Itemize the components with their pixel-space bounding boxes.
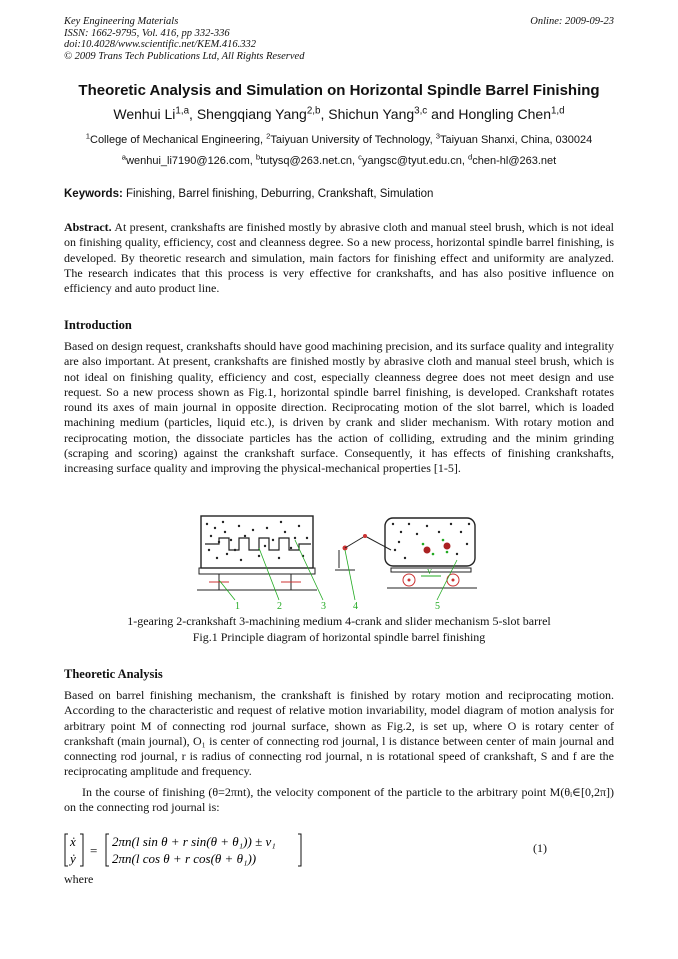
particles-right [392, 523, 470, 559]
email-c[interactable]: yangsc@tyut.edu.cn, [362, 155, 465, 167]
right-barrel-view [335, 518, 477, 600]
particles-left [206, 521, 308, 561]
author-sup: 2,b [306, 105, 321, 117]
figure-legend: 1-gearing 2-crankshaft 3-machining medium 4-crank and slider mechanism 5-slot barrel [127, 614, 551, 628]
svg-text:=: = [90, 843, 98, 858]
figure-part-labels [235, 601, 440, 610]
journal-name: Key Engineering Materials [64, 16, 179, 27]
velocity-label: V [427, 568, 433, 576]
author-name: Wenhui Li [113, 106, 176, 122]
online-date: Online: 2009-09-23 [530, 16, 614, 27]
equation-1 [64, 830, 364, 874]
equation-number: (1) [533, 841, 547, 855]
abstract [64, 220, 614, 296]
doi-line: doi:10.4028/www.scientific.net/KEM.416.332 [64, 39, 256, 50]
abstract-label: Abstract. [64, 220, 112, 234]
figure-1-diagram [195, 510, 485, 610]
author-list: Wenhui Li$^{1,a}$, Shengqiang Yang$^{2,b}$, Shichun Yang$^{3,c}$ and Hongling Chen$^{1,d}$ [113, 105, 565, 122]
eq-lhs-bottom: ẏ [70, 851, 76, 866]
keywords-label: Keywords: [64, 188, 123, 200]
email-d[interactable]: chen-hl@263.net [472, 155, 557, 167]
part-label-1: 1 [235, 601, 240, 610]
affiliations: $^1$College of Mechanical Engineering, $^2$Taiyuan University of Technology, $^3$Taiyuan Shanxi, China, 030024 [85, 131, 593, 146]
introduction-heading: Introduction [64, 318, 132, 332]
introduction-text: Based on design request, crankshafts should have good machining precision, and its surface quality and integrality are also important. At present, crankshafts are finished mostly by abrasive cloth and manual steel brush, which is not ideal on finishing quality, efficiency and cost, especially cleanness degree does not meet design and use request. So a new process shown as Fig.1, horizontal spindle barrel finishing, is developed. Crankshaft rotates round its axes of main journal in opposite direction. Reciprocating motion of the slot barrel, which is loaded machining medium (particles, liquid etc.), is driven by crank and slider mechanism. With rotary motion and reciprocating motion, the dissociate particles has the action of colliding, extruding and the minim grinding (scraping and scoring) against the crankshaft surface. Consequently, it has effects of finishing crankshafts, increasing surface quality and improving the physical-mechanical properties [1-5]. [64, 339, 614, 476]
leader-lines-right [345, 550, 457, 600]
theory-paragraph-1: Based on barrel finishing mechanism, the crankshaft is finished by rotary motion and reciprocating motion. According to the characteristic and request of relative motion invariability, model diagram of motion analysis for arbitrary point M of connecting rod journal surface, shown as Fig.2, is set up, where O is rotary center of crankshaft (main journal), O₁ is center of connecting rod journal, l is distance between center of main journal and connecting rod journal, r is radius of connecting rod journal, n is rotational speed of crankshaft, S and f are the reciprocating amplitude and frequency. [64, 688, 614, 779]
journal-header [64, 16, 304, 62]
part-label-4: 4 [353, 601, 358, 610]
part-label-3: 3 [321, 601, 326, 610]
eq-rhs-top: 2πn(l sin θ + r sin(θ + θ₁)) ± v₁ [112, 834, 276, 849]
eq-rhs-bottom: 2πn(l cos θ + r cos(θ + θ₁)) [112, 851, 257, 866]
part-label-5: 5 [435, 601, 440, 610]
keywords [64, 188, 433, 200]
copyright-line: © 2009 Trans Tech Publications Ltd, All Rights Reserved [64, 50, 305, 62]
email-b[interactable]: tutysq@263.net.cn, [260, 155, 356, 167]
theory-heading: Theoretic Analysis [64, 667, 163, 681]
paper-title: Theoretic Analysis and Simulation on Horizontal Spindle Barrel Finishing [78, 82, 600, 99]
author-name: Shengqiang Yang [196, 106, 307, 122]
where-text: where [64, 872, 94, 886]
author-name: Hongling Chen [458, 106, 551, 122]
eq-lhs-top: ẋ [70, 834, 76, 849]
part-label-2: 2 [277, 601, 282, 610]
keywords-text: Finishing, Barrel finishing, Deburring, Crankshaft, Simulation [122, 188, 434, 200]
theory-paragraph-2: In the course of finishing (θ=2πnt), the velocity component of the particle to the arbitrary point M(θᵢ∈[0,2π]) on the connecting rod journal is: [64, 785, 614, 815]
affiliation-1: College of Mechanical Engineering, [90, 134, 264, 146]
crankshaft-left [205, 538, 311, 550]
figure-caption: Fig.1 Principle diagram of horizontal spindle barrel finishing [192, 630, 486, 644]
issn-line: ISSN: 1662-9795, Vol. 416, pp 332-336 [64, 27, 230, 39]
left-barrel-view [197, 516, 323, 600]
affiliation-2: Taiyuan University of Technology, [270, 134, 433, 146]
author-name: Shichun Yang [328, 106, 415, 122]
affiliation-3: Taiyuan Shanxi, China, 030024 [439, 134, 593, 146]
emails: $^a$wenhui_li7190@126.com, $^b$tutysq@263.net.cn, $^c$yangsc@tyut.edu.cn, $^d$chen-hl@263.net [121, 152, 557, 167]
author-sup: 1,d [550, 105, 565, 117]
author-sup: 1,a [175, 105, 190, 117]
equation-svg [64, 830, 364, 870]
abstract-text: At present, crankshafts are finished mostly by abrasive cloth and manual steel brush, which is not ideal on finishing quality, efficiency, cost and cleanness degree. So a new process, horizontal spindle barrel finishing, is developed. By theoretic research and simulation, main factors for finishing effect and uniformity are analyzed. The research indicates that this process is very effective for crankshafts, and has also positive influence on efficiency and auto product line. [64, 220, 614, 296]
email-a[interactable]: wenhui_li7190@126.com, [126, 155, 253, 167]
author-sup: 3,c [414, 105, 428, 117]
